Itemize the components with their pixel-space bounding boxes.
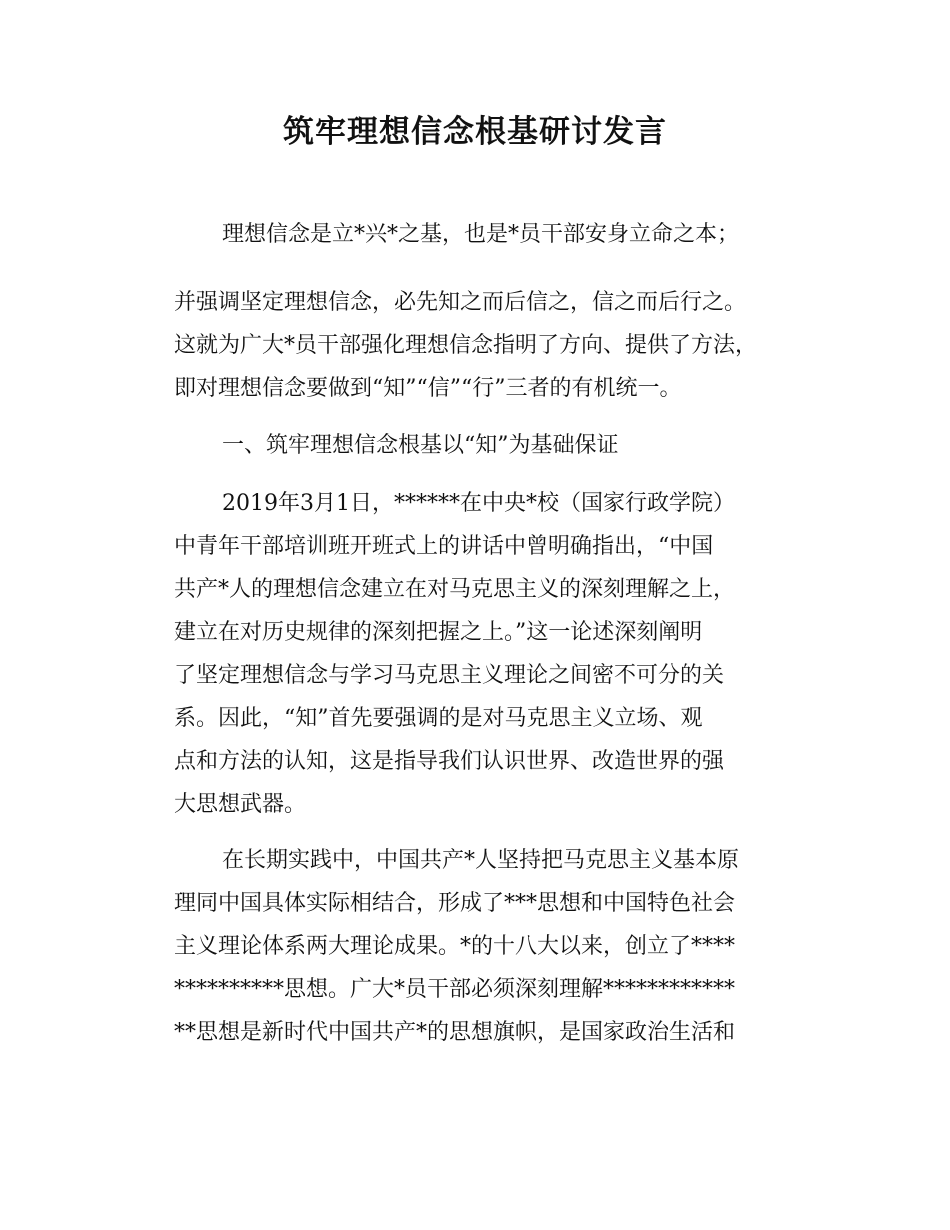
paragraph-line: 了坚定理想信念与学习马克思主义理论之间密不可分的关 [174,663,725,688]
paragraph-line: 点和方法的认知，这是指导我们认识世界、改造世界的强 [174,749,725,774]
paragraph-line: 并强调坚定理想信念，必先知之而后信之，信之而后行之。 [174,290,747,315]
paragraph-line: 理想信念是立*兴*之基，也是*员干部安身立命之本； [222,222,740,247]
page-title: 筑牢理想信念根基研讨发言 [283,114,667,150]
paragraph-line: 2019年3月1日，******在中央*校（国家行政学院） [222,491,735,516]
paragraph-line: 系。因此，“知”首先要强调的是对马克思主义立场、观 [174,706,703,731]
paragraph-line: 共产*人的理想信念建立在对马克思主义的深刻理解之上， [174,577,736,602]
paragraph-line: 在长期实践中，中国共产*人坚持把马克思主义基本原 [222,848,740,873]
paragraph-line: 理同中国具体实际相结合，形成了***思想和中国特色社会 [174,891,736,916]
paragraph-line: **思想是新时代中国共产*的思想旗帜，是国家政治生活和 [174,1020,736,1045]
section-heading: 一、筑牢理想信念根基以“知”为基础保证 [222,433,619,458]
paragraph-line: **********思想。广大*员干部必须深刻理解************ [174,977,736,1002]
paragraph-line: 主义理论体系两大理论成果。*的十八大以来，创立了**** [174,934,736,959]
paragraph-line: 建立在对历史规律的深刻把握之上。”这一论述深刻阐明 [174,620,703,645]
paragraph-line: 大思想武器。 [174,792,307,817]
paragraph-line: 即对理想信念要做到“知”“信”“行”三者的有机统一。 [174,376,682,401]
paragraph-line: 这就为广大*员干部强化理想信念指明了方向、提供了方法， [174,333,758,358]
paragraph-line: 中青年干部培训班开班式上的讲话中曾明确指出，“中国 [174,534,714,559]
